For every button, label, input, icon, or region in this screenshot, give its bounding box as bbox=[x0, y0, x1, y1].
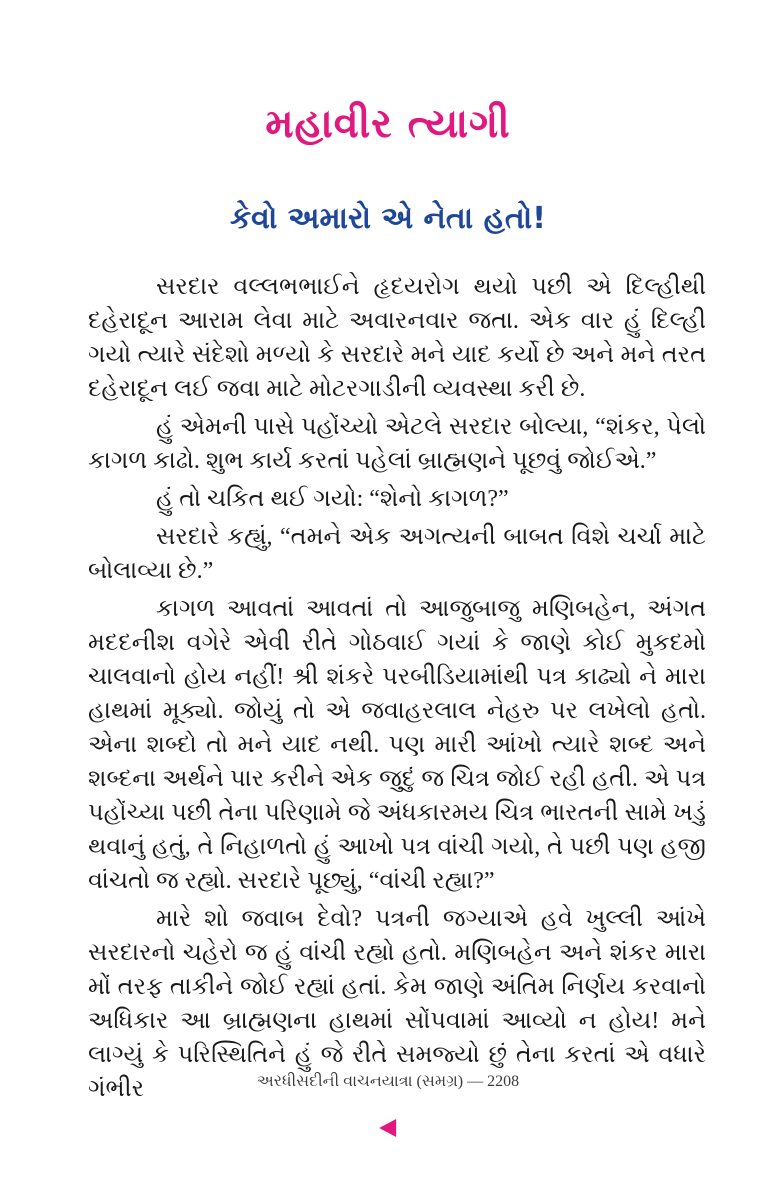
body-paragraph: મારે શો જવાબ દેવો? પત્રની જગ્યાએ હવે ખુલ્લી આંખે સરદારનો ચહેરો જ હું વાંચી રહ્યો હતો. મણિબહેન અને શંકર મારા મોં તરફ તાકીને જોઈ રહ્યાં હતાં. કેમ જાણે અંતિમ નિર્ણય કરવાનો અધિકાર આ બ્રાહ્મણના હાથમાં સોંપવામાં આવ્યો ન હોય! મને લાગ્યું કે પરિસ્થિતિને હું જે રીતે સમજ્યો છું તેના કરતાં એ વધારે ગંભીર bbox=[88, 906, 706, 1102]
body-paragraph: હું તો ચકિત થઈ ગયો: “શેનો કાગળ?” bbox=[156, 486, 509, 512]
body-paragraph: હું એમની પાસે પહોંચ્યો એટલે સરદાર બોલ્યા, “શંકર, પેલો કાગળ કાઢો. શુભ કાર્ય કરતાં પહેલાં બ્રાહ્મણને પૂછવું જોઈએ.” bbox=[88, 414, 706, 474]
footer-book-title-page-number: અરધીસદીની વાચનયાત્રા (સમગ્ર) — 2208 bbox=[256, 1073, 520, 1090]
body-paragraph: સરદારે કહ્યું, “તમને એક અગત્યની બાબત વિશે ચર્ચા માટે બોલાવ્યા છે.” bbox=[88, 524, 706, 584]
page-title: મહાવીર ત્યાગી bbox=[265, 101, 511, 147]
chapter-heading: કેવો અમારો એ નેતા હતો! bbox=[230, 201, 546, 236]
previous-page-triangle-icon[interactable] bbox=[379, 1119, 396, 1137]
body-text-block bbox=[0, 270, 776, 1106]
body-paragraph: સરદાર વલ્લભભાઈને હૃદયરોગ થયો પછી એ દિલ્હીથી દહેરાદૂન આરામ લેવા માટે અવારનવાર જતા. એક વાર હું દિલ્હી ગયો ત્યારે સંદેશો મળ્યો કે સરદારે મને યાદ કર્યો છે અને મને તરત દહેરાદૂન લઈ જવા માટે મોટરગાડીની વ્યવસ્થા કરી છે. bbox=[88, 274, 706, 402]
body-paragraph: કાગળ આવતાં આવતાં તો આજુબાજુ મણિબહેન, અંગત મદદનીશ વગેરે એવી રીતે ગોઠવાઈ ગયાં કે જાણે કોઈ મુકદમો ચાલવાનો હોય નહીં! શ્રી શંકરે પરબીડિયામાંથી પત્ર કાઢ્યો ને મારા હાથમાં મૂક્યો. જોયું તો એ જવાહરલાલ નેહરુ પર લખેલો હતો. એના શબ્દો તો મને યાદ નથી. પણ મારી આંખો ત્યારે શબ્દ અને શબ્દના અર્થને પાર કરીને એક જુદું જ ચિત્ર જોઈ રહી હતી. એ પત્ર પહોંચ્યા પછી તેના પરિણામે જે અંધકારમય ચિત્ર ભારતની સામે ખડું થવાનું હતું, તે નિહાળતો હું આખો પત્ર વાંચી ગયો, તે પછી પણ હજી વાંચતો જ રહ્યો. સરદારે પૂછ્યું, “વાંચી રહ્યા?” bbox=[88, 596, 706, 894]
